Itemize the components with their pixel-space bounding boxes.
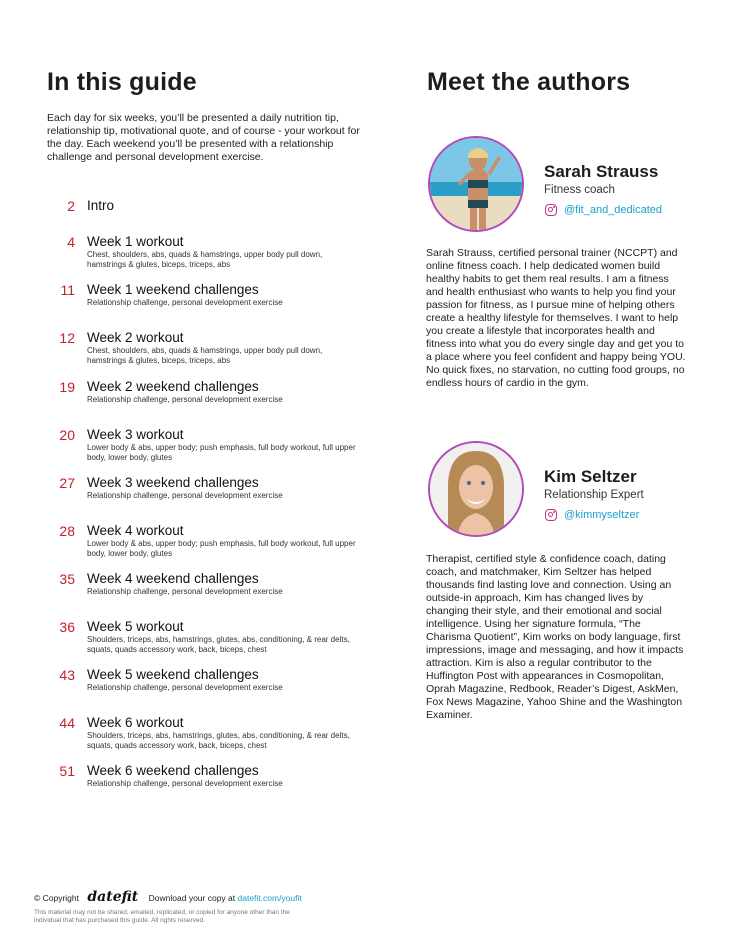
author-instagram-link[interactable]: @fit_and_dedicated [564,204,663,216]
author-instagram-link[interactable]: @kimmyseltzer [564,509,640,521]
toc-page-number: 20 [59,427,75,443]
toc-title: Week 2 weekend challenges [87,379,259,394]
toc-title: Week 4 workout [87,523,184,538]
toc-title: Week 3 weekend challenges [87,475,259,490]
toc-title: Week 6 weekend challenges [87,763,259,778]
toc-title: Week 2 workout [87,330,184,345]
toc-description: Shoulders, triceps, abs, hamstrings, glutes, abs, conditioning, & rear delts, squats, quads accessory work, back, biceps, chest [87,635,350,654]
instagram-icon [545,204,557,216]
toc-title: Week 1 weekend challenges [87,282,259,297]
toc-page-number: 19 [59,379,75,395]
toc-page-number: 35 [59,571,75,587]
toc-description: Lower body & abs, upper body; push emphasis, full body workout, full upper body, lower body, glutes [87,539,356,558]
author-bio: Sarah Strauss, certified personal trainer (NCCPT) and online fitness coach. I help dedicated women build healthy habits to get them real results. I am a fitness and health enthusiast who wants to help you find your passion for fitness, as I pursue mine of helping others create a healthy lifestyle for themselves. I want to help you create a lifestyle that incorporates health and fitness into what you do every single day and get you to a place where you feel confident and happy being YOU. No quick fixes, no starvation, no cutting food groups, no endless hours of cardio in the gym. [426,247,686,389]
toc-page-number: 44 [59,715,75,731]
toc-title: Week 4 weekend challenges [87,571,259,586]
toc-title: Week 3 workout [87,427,184,442]
toc-description: Shoulders, triceps, abs, hamstrings, glutes, abs, conditioning, & rear delts, squats, quads accessory work, back, biceps, chest [87,731,350,750]
toc-description: Relationship challenge, personal development exercise [87,491,283,500]
author-photo-sarah [428,136,524,232]
author-name: Sarah Strauss [544,162,659,181]
toc-title: Intro [87,198,115,213]
toc-description: Chest, shoulders, abs, quads & hamstrings, upper body pull down, hamstrings & glutes, biceps, triceps, abs [87,250,323,269]
download-text: Download your copy at [148,893,236,903]
author-photo-kim [428,441,524,537]
toc-title: Week 6 workout [87,715,184,730]
download-link[interactable]: datefit.com/youfit [237,893,302,903]
toc-title: Week 1 workout [87,234,184,249]
toc-page-number: 4 [67,234,75,250]
toc-description: Chest, shoulders, abs, quads & hamstrings, upper body pull down, hamstrings & glutes, biceps, triceps, abs [87,346,323,365]
author-name: Kim Seltzer [544,467,637,486]
author-role: Relationship Expert [544,489,644,501]
toc-description: Relationship challenge, personal development exercise [87,779,283,788]
toc-page-number: 43 [59,667,75,683]
instagram-icon [545,509,557,521]
toc-page-number: 27 [59,475,75,491]
toc-description: Relationship challenge, personal development exercise [87,587,283,596]
datefit-logo: datefit [87,889,139,905]
toc-title: Week 5 weekend challenges [87,667,259,682]
toc-description: Relationship challenge, personal development exercise [87,298,283,307]
toc-page-number: 28 [59,523,75,539]
toc-description: Relationship challenge, personal development exercise [87,683,283,692]
toc-description: Relationship challenge, personal development exercise [87,395,283,404]
guide-intro: Each day for six weeks, you’ll be presented a daily nutrition tip, relationship tip, motivational quote, and of course - your workout for the day. Each weekend you’ll be presented with a relationship challenge and personal development exercise. [47,112,360,163]
toc-page-number: 12 [59,330,75,346]
toc-page-number: 51 [59,763,75,779]
toc-page-number: 36 [59,619,75,635]
footer [34,889,302,905]
photo-illustration [430,138,522,230]
authors-heading: Meet the authors [427,68,631,96]
photo-illustration [430,443,522,535]
disclaimer: This material may not be shared, emailed, replicated, or copied for anyone other than the individual that has purchased this guide. All rights reserved. [34,909,290,924]
guide-heading: In this guide [47,68,197,96]
toc-page-number: 11 [60,282,75,298]
author-role: Fitness coach [544,184,615,196]
toc-page-number: 2 [67,198,75,214]
author-bio: Therapist, certified style & confidence coach, dating coach, and matchmaker, Kim Seltzer has helped thousands find lasting love and connection. Using an outside-in approach, Kim has changed lives by changing their style, and their emotional and social intelligence. Using her signature formula, “The Charisma Quotient”, Kim works on body language, first impressions, image and messaging, and how it impacts attraction. Kim is also a regular contributor to the Huffington Post with appearances in Cosmopolitan, Oprah Magazine, Redbook, Reader’s Digest, AskMen, Fox News Magazine, Yahoo Shine and the Washington Examiner. [426,553,684,721]
copyright-text: © Copyright [34,893,80,903]
toc-title: Week 5 workout [87,619,184,634]
toc-description: Lower body & abs, upper body; push emphasis, full body workout, full upper body, lower body, glutes [87,443,356,462]
